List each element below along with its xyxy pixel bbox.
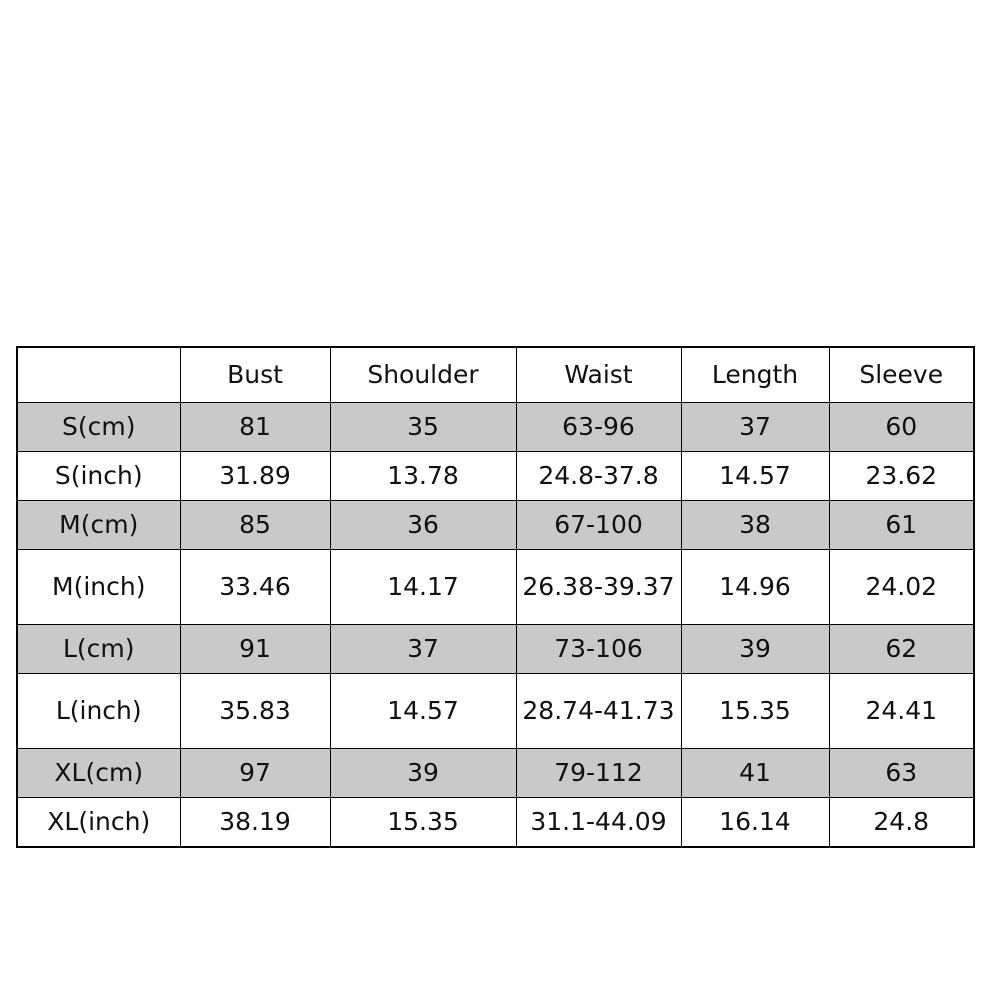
cell-waist: 73-106 [516, 625, 681, 674]
cell-bust: 91 [180, 625, 330, 674]
cell-sleeve: 23.62 [829, 452, 974, 501]
cell-waist: 79-112 [516, 749, 681, 798]
cell-waist: 63-96 [516, 403, 681, 452]
cell-waist: 28.74-41.73 [516, 674, 681, 749]
column-header-shoulder: Shoulder [330, 347, 516, 403]
cell-bust: 97 [180, 749, 330, 798]
size-chart-container [16, 346, 973, 836]
cell-length: 16.14 [681, 798, 829, 848]
cell-shoulder: 14.57 [330, 674, 516, 749]
cell-bust: 35.83 [180, 674, 330, 749]
table-row [17, 501, 974, 550]
cell-waist: 24.8-37.8 [516, 452, 681, 501]
column-header-sleeve: Sleeve [829, 347, 974, 403]
size-chart-table [16, 346, 975, 848]
row-label: XL(cm) [17, 749, 180, 798]
column-header-waist: Waist [516, 347, 681, 403]
table-row [17, 749, 974, 798]
cell-shoulder: 14.17 [330, 550, 516, 625]
cell-waist: 26.38-39.37 [516, 550, 681, 625]
table-row [17, 550, 974, 625]
row-label: M(inch) [17, 550, 180, 625]
cell-shoulder: 35 [330, 403, 516, 452]
table-header-row [17, 347, 974, 403]
cell-sleeve: 62 [829, 625, 974, 674]
cell-length: 38 [681, 501, 829, 550]
cell-length: 39 [681, 625, 829, 674]
cell-sleeve: 24.02 [829, 550, 974, 625]
table-body [17, 403, 974, 848]
cell-length: 14.57 [681, 452, 829, 501]
row-label: S(cm) [17, 403, 180, 452]
cell-sleeve: 60 [829, 403, 974, 452]
table-header [17, 347, 974, 403]
row-label: L(cm) [17, 625, 180, 674]
column-header-bust: Bust [180, 347, 330, 403]
cell-sleeve: 24.41 [829, 674, 974, 749]
cell-sleeve: 63 [829, 749, 974, 798]
row-label: M(cm) [17, 501, 180, 550]
table-row [17, 625, 974, 674]
table-row [17, 798, 974, 848]
cell-length: 15.35 [681, 674, 829, 749]
table-row [17, 674, 974, 749]
cell-waist: 31.1-44.09 [516, 798, 681, 848]
cell-length: 14.96 [681, 550, 829, 625]
cell-bust: 33.46 [180, 550, 330, 625]
table-row [17, 452, 974, 501]
cell-bust: 85 [180, 501, 330, 550]
row-label: S(inch) [17, 452, 180, 501]
column-header-length: Length [681, 347, 829, 403]
cell-waist: 67-100 [516, 501, 681, 550]
cell-shoulder: 15.35 [330, 798, 516, 848]
cell-length: 41 [681, 749, 829, 798]
cell-length: 37 [681, 403, 829, 452]
cell-shoulder: 39 [330, 749, 516, 798]
cell-bust: 38.19 [180, 798, 330, 848]
cell-shoulder: 36 [330, 501, 516, 550]
cell-sleeve: 61 [829, 501, 974, 550]
cell-shoulder: 37 [330, 625, 516, 674]
row-label: XL(inch) [17, 798, 180, 848]
cell-shoulder: 13.78 [330, 452, 516, 501]
row-label: L(inch) [17, 674, 180, 749]
column-header-size [17, 347, 180, 403]
table-row [17, 403, 974, 452]
cell-sleeve: 24.8 [829, 798, 974, 848]
cell-bust: 31.89 [180, 452, 330, 501]
cell-bust: 81 [180, 403, 330, 452]
